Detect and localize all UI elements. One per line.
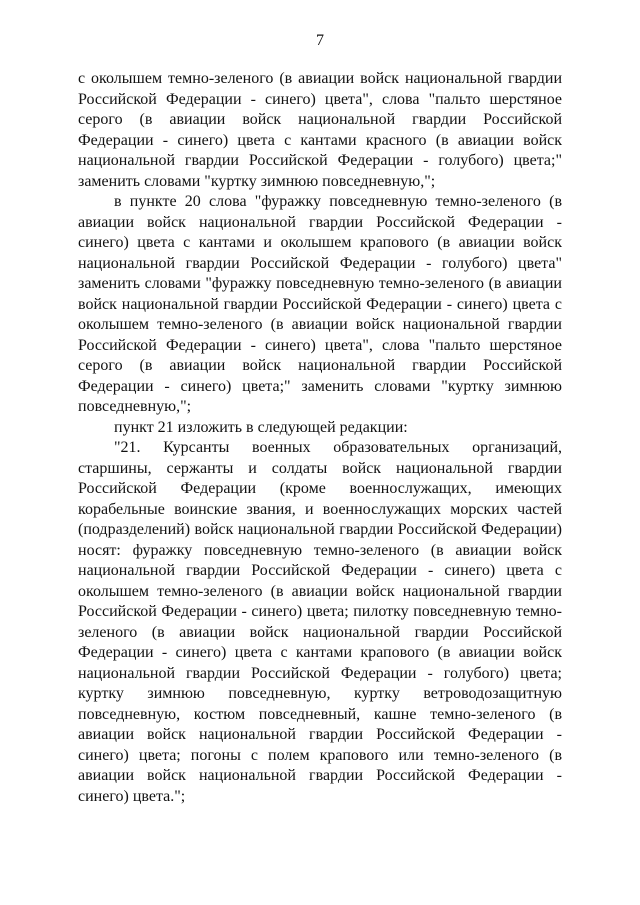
paragraph-item-21-text: "21. Курсанты военных образовательных организаций, старшины, сержанты и солдаты войск национальной гвардии Российской Федерации (кроме военнослужащих, имеющих корабельные воинские звания, и военнослужащих морских частей (подразделений) войск национальной гвардии Российской Федерации) носят: фуражку повседневную темно-зеленого (в авиации войск национальной гвардии Российской Федерации - синего) цвета с околышем темно-зеленого (в авиации войск национальной гвардии Российской Федерации - синего) цвета; пилотку повседневную темно-зеленого (в авиации войск национальной гвардии Российской Федерации - синего) цвета с кантами крапового (в авиации войск национальной гвардии Российской Федерации - голубого) цвета; куртку зимнюю повседневную, куртку ветроводозащитную повседневную, костюм повседневный, кашне темно-зеленого (в авиации войск национальной гвардии Российской Федерации - синего) цвета; погоны с полем крапового или темно-зеленого (в авиации войск национальной гвардии Российской Федерации - синего) цвета."; (78, 439, 562, 805)
paragraph-continuation: с околышем темно-зеленого (в авиации войск национальной гвардии Российской Федерации - синего) цвета", слова "пальто шерстяное серого (в авиации войск национальной гвардии Российской Федерации - синего) цвета с кантами красного (в авиации войск национальной гвардии Российской Федерации - голубого) цвета;" заменить словами "куртку зимнюю повседневную,"; (78, 70, 562, 190)
document-body (78, 69, 562, 807)
paragraph-item-21-intro: пункт 21 изложить в следующей редакции: (114, 418, 408, 436)
paragraph-item-20: в пункте 20 слова "фуражку повседневную темно-зеленого (в авиации войск национальной гвардии Российской Федерации - синего) цвета с кантами и околышем крапового (в авиации войск национальной гвардии Российской Федерации - голубого) цвета" заменить словами "фуражку повседневную темно-зеленого (в авиации войск национальной гвардии Российской Федерации - синего) цвета с околышем темно-зеленого (в авиации войск национальной гвардии Российской Федерации - синего) цвета", слова "пальто шерстяное серого (в авиации войск национальной гвардии Российской Федерации - синего) цвета;" заменить словами "куртку зимнюю повседневную,"; (78, 193, 562, 415)
page-number: 7 (316, 32, 324, 49)
